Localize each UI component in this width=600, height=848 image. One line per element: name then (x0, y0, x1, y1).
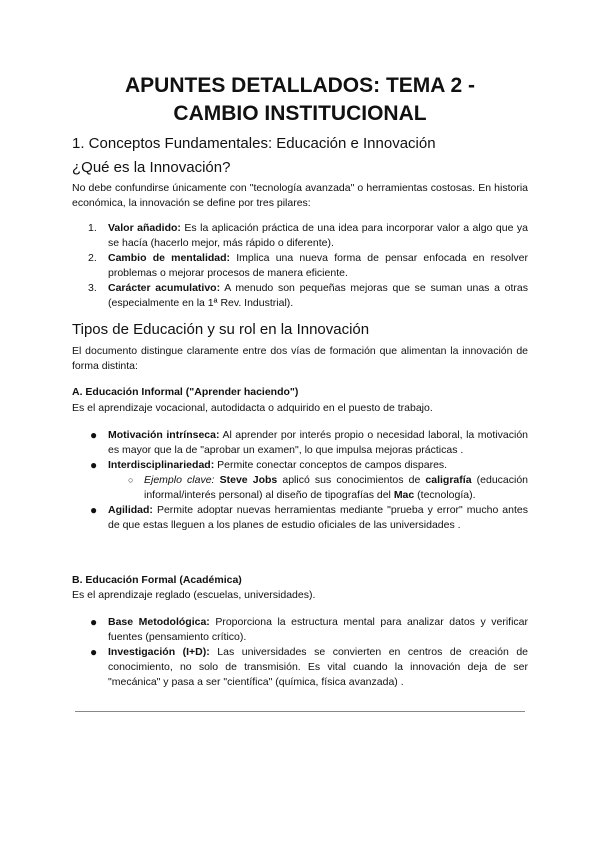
informal-item (72, 458, 528, 503)
item-term: Agilidad: (108, 504, 153, 516)
formal-description: Es el aprendizaje reglado (escuelas, universidades). (72, 589, 316, 601)
pillar-item (72, 281, 528, 311)
title-line-1: APUNTES DETALLADOS: TEMA 2 - (125, 74, 475, 97)
pillar-term: Valor añadido: (108, 222, 181, 234)
bullet-icon: ● (90, 615, 98, 629)
item-term: Base Metodológica: (108, 616, 210, 628)
item-text: Proporciona la estructura mental para analizar datos y verificar fuentes (pensamiento crítico). (108, 616, 528, 643)
pillar-item (72, 251, 528, 281)
informal-description: Es el aprendizaje vocacional, autodidacta o adquirido en el puesto de trabajo. (72, 402, 433, 414)
pillar-item (72, 221, 528, 251)
item-term: Investigación (I+D): (108, 646, 210, 658)
item-text: Permite conectar conceptos de campos dispares. (214, 459, 448, 471)
example-skill: caligrafía (425, 474, 472, 486)
formal-list (72, 615, 528, 690)
item-text: Permite adoptar nuevas herramientas mediante "prueba y error" mucho antes de que estas lleguen a los planes de estudio oficiales de las universidades . (108, 504, 528, 531)
bullet-icon: ● (90, 503, 98, 517)
pillar-text: Implica una nueva forma de pensar enfocada en resolver problemas o mejorar procesos de manera eficiente. (108, 252, 528, 279)
section-1-heading: 1. Conceptos Fundamentales: Educación e Innovación (72, 135, 436, 152)
types-intro: El documento distingue claramente entre dos vías de formación que alimentan la innovación de forma distinta: (72, 345, 528, 372)
bullet-icon: ● (90, 645, 98, 659)
example-product: Mac (393, 489, 415, 501)
example-text: (tecnología). (414, 489, 476, 501)
item-term: Interdisciplinariedad: (108, 459, 215, 471)
formal-heading: B. Educación Formal (Académica) (72, 574, 242, 586)
informal-item (72, 503, 528, 533)
innovation-intro: No debe confundirse únicamente con "tecnología avanzada" o herramientas costosas. En historia económica, la innovación se define por tres pilares: (72, 182, 528, 209)
example-text: aplicó sus conocimientos de (277, 474, 426, 486)
informal-heading: A. Educación Informal ("Aprender haciendo") (72, 386, 299, 398)
title-line-2: CAMBIO INSTITUCIONAL (173, 102, 427, 125)
bullet-icon: ● (90, 428, 98, 442)
informal-list (72, 428, 528, 533)
pillar-text: A menudo son pequeñas mejoras que se suman unas a otras (especialmente en la 1ª Rev. Industrial). (108, 282, 528, 309)
example-name: Steve Jobs (219, 474, 278, 486)
list-number: 2. (88, 252, 97, 264)
pillar-term: Cambio de mentalidad: (108, 252, 231, 264)
document-title (72, 72, 528, 128)
circle-bullet-icon: ○ (128, 475, 134, 485)
pillar-term: Carácter acumulativo: (108, 282, 221, 294)
item-text: Las universidades se convierten en centros de creación de conocimiento, no solo de transmisión. Es vital cuando la innovación deja de ser "mecánica" y pasa a ser "científica" (química, física avanzada) . (108, 646, 529, 688)
list-number: 1. (88, 222, 97, 234)
bullet-icon: ● (90, 458, 98, 472)
example-item (108, 473, 528, 503)
types-heading: Tipos de Educación y su rol en la Innovación (72, 321, 370, 338)
example-text: (educación informal/interés personal) al diseño de tipografías del (144, 474, 529, 501)
formal-item (72, 645, 528, 690)
example-sublist (108, 473, 528, 503)
pillars-list (72, 221, 528, 311)
item-text: Al aprender por interés propio o necesidad laboral, la motivación es mayor que la de "aprobar un examen", lo que impulsa mejoras prácticas . (108, 429, 528, 456)
horizontal-divider (75, 711, 525, 712)
pillar-text: Es la aplicación práctica de una idea para incorporar valor a algo que ya se hacía (hacerlo mejor, más rápido o diferente). (108, 222, 528, 249)
item-term: Motivación intrínseca: (108, 429, 220, 441)
innovation-heading: ¿Qué es la Innovación? (72, 159, 231, 176)
informal-item (72, 428, 528, 458)
formal-item (72, 615, 528, 645)
list-number: 3. (88, 282, 97, 294)
example-label: Ejemplo clave: (144, 474, 215, 486)
